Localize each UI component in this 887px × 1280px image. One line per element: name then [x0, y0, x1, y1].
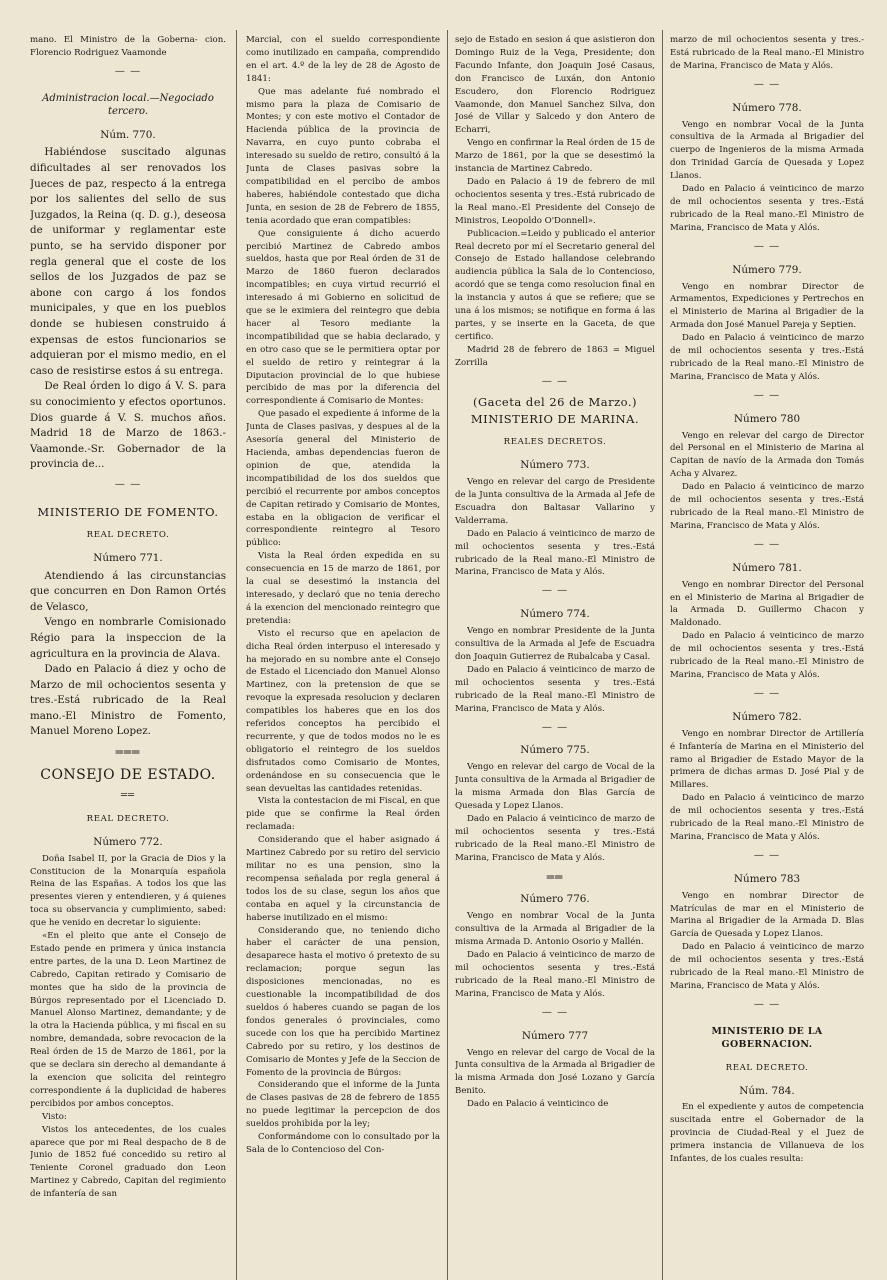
decree-text: Visto:	[42, 1111, 67, 1122]
decree-text: Vengo en nombrar Director de Artillería é Infantería de Marina en el Ministerio del ramo al Brigadier de Estado Mayor de la primera de dichas armas D. José Pial y de Millares.	[670, 728, 864, 791]
decree-heading: REAL DECRETO.	[725, 1062, 809, 1073]
decree-text: Vengo en confirmar la Real órden de 15 de Marzo de 1861, por la que se desestimó la instancia de Martinez Cabredo.	[455, 138, 655, 175]
decree-text: Dado en Palacio á veinticinco de marzo de mil ochocientos sesenta y tres.-Está rubricado de la Real mano.-El Ministro de Marina, Francisco de Mata y Alós.	[455, 813, 655, 863]
decree-text: Vista la contestacion de mi Fiscal, en que pide que se confirme la Real órden reclamada:	[246, 796, 440, 833]
decree-text: Dado en Palacio á veinticinco de marzo de mil ochocientos sesenta y tres.-Está rubricado de la Real mano.-El Ministro de Marina, Francisco de Mata y Alós.	[455, 664, 655, 714]
council-heading: CONSEJO DE ESTADO.	[40, 766, 216, 783]
decree-text: En el expediente y autos de competencia suscitada entre el Gobernador de la provincia de Ciudad-Real y el Juez de primera instancia de Villanueva de los Infantes, de los cuales resulta:	[670, 1102, 864, 1165]
decree-heading: REALES DECRETOS.	[503, 437, 607, 448]
decree-heading: REAL DECRETO.	[86, 813, 170, 824]
ministry-heading: MINISTERIO DE LA GOBERNACION.	[711, 1025, 823, 1050]
decree-text: «En el pleito que ante el Consejo de Estado pende en primera y única instancia entre partes, de la una D. Leon Martinez de Cabredo, Capitan retirado y Comisario de montes que ha sido de la provincia de Búrgos representado por el Licenciado D. Manuel Alonso Martinez, demandante; y de la otra la Hacienda pública, y mi fiscal en su nombre, demandada, sobre revocacion de la Real órden de 15 de Marzo de 1861, por la que se declara sin derecho al demandante á la exencion que solicita del reintegro correspondiente á la duplicidad de haberes percibidos por ambos conceptos.	[30, 931, 226, 1109]
decree-number: Número 773.	[520, 459, 590, 472]
decree-number: Número 783	[733, 872, 801, 885]
separator: — —	[753, 240, 781, 252]
decree-text: Vengo en relevar del cargo de Vocal de la Junta consultiva de la Armada al Brigadier de la misma Armada don José Lozano y García Benito.	[455, 1047, 655, 1097]
separator: — —	[541, 375, 569, 387]
decree-number: Número 780	[733, 412, 801, 425]
decree-text: sejo de Estado en sesion á que asistieron don Domingo Ruiz de la Vega, Presidente; don Facundo Infante, don Joaquin José Casaus, don Francisco de Luxán, don Antonio Escudero, don Florencio Rodriguez Vaamonde, don Manuel Sanchez Silva, don José de Villar y Salcedo y don Antero de Echarri,	[455, 35, 655, 136]
decree-text: Vengo en nombrar Presidente de la Junta consultiva de la Armada al Jefe de Escuadra don Joaquin Gutierrez de Rubalcaba y Casal.	[455, 626, 655, 662]
decree-number: Número 782.	[732, 710, 802, 723]
decree-text: Publicacion.=Leido y publicado el anterior Real decreto por mí el Secretario general del Consejo de Estado hallandose celebrando audiencia pública la Sala de lo Contencioso, acordó que se tenga como resolucion final en la instancia y autos á que se refiere; que se una á los mismos; se notifique en forma á las partes, y se inserte en la Gaceta, de que certifico.	[455, 228, 655, 342]
decree-text: Considerando que el haber asignado á Martinez Cabredo por su retiro del servicio militar no es una pension, sino la recompensa señalada por regla general á todos los de su clase, segun los años que contaba en aquel y la circunstancia de haberse inutilizado en el mismo:	[246, 835, 440, 923]
decree-heading: REAL DECRETO.	[86, 529, 170, 540]
section-title: Administracion local.—Negociado tercero.	[42, 92, 214, 117]
decree-text: Vengo en nombrar Vocal de la Junta consultiva de la Armada al Brigadier del cuerpo de Ingenieros de la misma Armada don Trinidad García de Quesada y Lopez Llanos.	[670, 119, 864, 182]
decree-text: Vengo en relevar del cargo de Vocal de la Junta consultiva de la Armada al Brigadier de la misma Armada don Blas García de Quesada y Lopez Llanos.	[455, 762, 655, 812]
decree-text: Dado en Palacio á veinticinco de marzo de mil ochocientos sesenta y tres.-Está rubricado de la Real mano.-El Ministro de Marina, Francisco de Mata y Alós.	[670, 333, 864, 382]
decree-number: Número 777	[521, 1029, 589, 1042]
separator: — —	[541, 1006, 569, 1018]
decree-number: Núm. 770.	[100, 128, 156, 141]
decree-text: De Real órden lo digo á V. S. para su conocimiento y efectos oportunos. Dios guarde á V. S. muchos años. Madrid 18 de Marzo de 1863.-Vaamonde.-Sr. Gobernador de la provincia de...	[30, 380, 226, 471]
decree-text: Habiéndose suscitado algunas dificultades al ser renovados los Jueces de paz, respecto á la entrega por los salientes del sello de sus Juzgados, la Reina (q. D. g.), deseosa de uniformar y reglamentar este punto, se ha servido disponer por regla general que el coste de los sellos de los Juzgados de paz se abone con cargo á los fondos municipales, y que en los pueblos donde se hubiesen construido á expensas de estos funcionarios se adquieran por el mismo medio, en el caso de resistirse estos á su entrega.	[30, 146, 226, 377]
separator: — —	[753, 998, 781, 1010]
decree-text: Vistos los antecedentes, de los cuales aparece que por mi Real despacho de 8 de Junio de 1852 fué concedido su retiro al Teniente Coronel graduado don Leon Martinez y Cabredo, Capitan del regimiento de infantería de san	[30, 1124, 226, 1200]
decree-number: Número 781.	[732, 561, 802, 574]
separator: — —	[753, 687, 781, 699]
decree-text: Dado en Palacio á veinticinco de	[467, 1099, 609, 1110]
decree-number: Número 774.	[520, 608, 590, 621]
decree-text: Vengo en nombrarle Comisionado Régio para la inspeccion de la agricultura en la provincia de Alava.	[30, 616, 226, 660]
decree-text: Dado en Palacio á veinticinco de marzo de mil ochocientos sesenta y tres.-Está rubricado de la Real mano.-El Ministro de Marina, Francisco de Mata y Alós.	[670, 631, 864, 680]
separator: — —	[114, 478, 142, 490]
decree-number: Número 775.	[520, 744, 590, 757]
decree-text: Que mas adelante fué nombrado el mismo para la plaza de Comisario de Montes; y con este motivo el Contador de Hacienda pública de la provincia de Navarra, en cuyo punto cobraba el interesado su sueldo de retiro, consultó á la Junta de Clases pasivas sobre la compatibilidad en el percibo de ambos haberes, habiéndole contestado que dicha Junta, en sesion de 28 de Febrero de 1855, tenia acordado que eran compatibles:	[246, 86, 440, 226]
decree-number: Número 772.	[93, 835, 163, 848]
decree-text: Que pasado el expediente á informe de la Junta de Clases pasivas, y despues al de la Asesoría general del Ministerio de Hacienda, ambas dependencias fueron de opinion de que, atendida la incompatibilidad de los dos sueldos que percibió el recurrente por ambos conceptos de Capitan retirado y Comisario de Montes, estaba en la obligacion de verificar el correspondiente reintegro al Tesoro público:	[246, 409, 440, 549]
decree-text: Vengo en nombrar Director del Personal en el Ministerio de Marina al Brigadier de la Armada D. Guillermo Chacon y Maldonado.	[670, 579, 864, 629]
decree-text: Dado en Palacio á 19 de febrero de mil ochocientos sesenta y tres.-Está rubricado de la Real mano.-El Presidente del Consejo de Ministros, Leopoldo O'Donnell».	[455, 176, 655, 226]
separator: — —	[541, 721, 569, 733]
decree-number: Núm. 784.	[739, 1084, 795, 1097]
decree-text: Vista la Real órden expedida en su consecuencia en 15 de marzo de 1861, por la cual se desestimó la instancia del interesado, y declaró que no tenia derecho á la exencion del mencionado reintegro que pretendia:	[246, 551, 440, 626]
column-1	[30, 34, 226, 1280]
gazette-date: (Gaceta del 26 de Marzo.)	[472, 395, 638, 410]
ministry-heading: MINISTERIO DE FOMENTO.	[37, 504, 219, 519]
decree-text: marzo de mil ochocientos sesenta y tres.-Está rubricado de la Real mano.-El Ministro de Marina, Francisco de Mata y Alós.	[670, 35, 864, 71]
column-divider	[662, 30, 663, 1280]
decree-text: Considerando que el informe de la Junta de Clases pasivas de 28 de febrero de 1855 no puede legitimar la percepcion de dos sueldos prohibida por la ley;	[246, 1080, 440, 1130]
decree-text: Vengo en nombrar Vocal de la Junta consultiva de la Armada al Brigadier de la misma Armada D. Antonio Osorio y Mallén.	[455, 911, 655, 948]
column-divider	[236, 30, 237, 1280]
separator: — —	[753, 849, 781, 861]
separator: ══	[546, 869, 564, 884]
separator: ══	[120, 789, 136, 801]
decree-text: Dado en Palacio á veinticinco de marzo de mil ochocientos sesenta y tres.-Está rubricado de la Real mano.-El Ministro de Marina, Francisco de Mata y Alós.	[455, 528, 655, 578]
separator: — —	[541, 585, 569, 597]
decree-text: Vengo en nombrar Director de Armamentos, Expediciones y Pertrechos en el Ministerio de Marina al Brigadier de la Armada don José Manuel Pareja y Septien.	[670, 281, 864, 331]
decree-text: Dado en Palacio á veinticinco de marzo de mil ochocientos sesenta y tres.-Está rubricado de la Real mano.-El Ministro de Marina, Francisco de Mata y Alós.	[670, 942, 864, 991]
decree-text: Dado en Palacio á veinticinco de marzo de mil ochocientos sesenta y tres.-Está rubricado de la Real mano.-El Ministro de Marina, Francisco de Mata y Alós.	[670, 793, 864, 842]
decree-text: Vengo en nombrar Director de Matrículas de mar en el Ministerio de Marina al Brigadier de la Armada D. Blas García de Quesada y Lopez Llanos.	[670, 890, 864, 940]
decree-number: Número 776.	[520, 893, 590, 906]
continuation-text: mano. El Ministro de la Goberna- cion. Florencio Rodriguez Vaamonde	[30, 35, 226, 58]
decree-text: Madrid 28 de febrero de 1863 = Miguel Zorrilla	[455, 344, 655, 368]
separator: — —	[114, 65, 142, 77]
decree-text: Que consiguiente á dicho acuerdo percibió Martinez de Cabredo ambos sueldos, hasta que por Real órden de 31 de Marzo de 1860 fueron declarados incompatibles; en cuya virtud recurrió el interesado á mi Gobierno en solicitud de que se le eximiera del reintegro que debia hacer al Tesoro mediante la incompatibilidad que se habia declarado, y en otro caso que se le permitiera optar por el sueldo de retiro y reintegrar á la Diputacion provincial de lo que hubiese percibido de mas por la diferencia del correspondiente á Comisario de Montes:	[246, 228, 440, 407]
decree-number: Número 778.	[732, 101, 802, 114]
column-3	[455, 34, 655, 1280]
column-4	[670, 34, 864, 1280]
decree-text: Dado en Palacio á veinticinco de marzo de mil ochocientos sesenta y tres.-Está rubricado de la Real mano.-El Ministro de Marina, Francisco de Mata y Alós.	[670, 184, 864, 233]
separator: ═══	[115, 745, 141, 760]
decree-text: Dado en Palacio á veinticinco de marzo de mil ochocientos sesenta y tres.-Está rubricado de la Real mano.-El Ministro de Marina, Francisco de Mata y Alós.	[455, 950, 655, 999]
decree-text: Marcial, con el sueldo correspondiente como inutilizado en campaña, comprendido en el art. 4.º de la ley de 28 de Agosto de 1841:	[246, 35, 440, 84]
decree-number: Número 779.	[732, 263, 802, 276]
decree-text: Visto el recurso que en apelacion de dicha Real órden interpuso el interesado y ha mejorado en su nombre ante el Consejo de Estado el Licenciado don Manuel Alonso Martinez, con la pretension de que se revoque la expresada resolucion y declaren compatibles los haberes que en los dos referidos conceptos ha percibido el recurrente, y que de todos modos no le es obligatorio el reintegro de los sueldos disfrutados como Comisario de Montes, ordenándose en su consecuencia que le sean devueltas las cantidades retenidas.	[246, 628, 440, 794]
decree-number: Número 771.	[93, 551, 163, 564]
separator: — —	[753, 389, 781, 401]
ministry-heading: MINISTERIO DE MARINA.	[470, 412, 640, 427]
decree-text: Vengo en relevar del cargo de Presidente de la Junta consultiva de la Armada al Jefe de Escuadra don Baltasar Vallarino y Valderrama.	[455, 477, 655, 526]
column-2	[246, 34, 440, 1280]
separator: — —	[753, 78, 781, 90]
decree-text: Considerando que, no teniendo dicho haber el carácter de una pension, desaparece hasta el motivo ó pretexto de su reclamacion; porque segun las disposiciones mencionadas, no es cuestionable la incompatibilidad de dos sueldos ó haberes cuando se pagan de los fondos generales ó provinciales, como sucede con los que ha percibido Martinez Cabredo por su retiro, y los destinos de Comisario de Montes y Jefe de la Seccion de Fomento de la provincia de Búrgos:	[246, 925, 440, 1078]
decree-text: Conformándome con lo consultado por la Sala de lo Contencioso del Con-	[246, 1132, 440, 1155]
column-divider	[447, 30, 448, 1280]
decree-text: Atendiendo á las circunstancias que concurren en Don Ramon Ortés de Velasco,	[30, 569, 226, 613]
separator: — —	[753, 538, 781, 550]
decree-text: Doña Isabel II, por la Gracia de Dios y la Constitucion de la Monarquía española Reina de las Españas. A todos los que las presentes vieren y entendieren, y á quienes toca su observancia y cumplimiento, sabed: que he venido en decretar lo siguiente:	[30, 853, 226, 929]
decree-text: Dado en Palacio á diez y ocho de Marzo de mil ochocientos sesenta y tres.-Está rubricado de la Real mano.-El Ministro de Fomento, Manuel Moreno Lopez.	[30, 663, 226, 738]
decree-text: Dado en Palacio á veinticinco de marzo de mil ochocientos sesenta y tres.-Está rubricado de la Real mano.-El Ministro de Marina, Francisco de Mata y Alós.	[670, 482, 864, 531]
decree-text: Vengo en relevar del cargo de Director del Personal en el Ministerio de Marina al Capitan de navío de la Armada don Tomás Acha y Alvarez.	[670, 430, 864, 480]
